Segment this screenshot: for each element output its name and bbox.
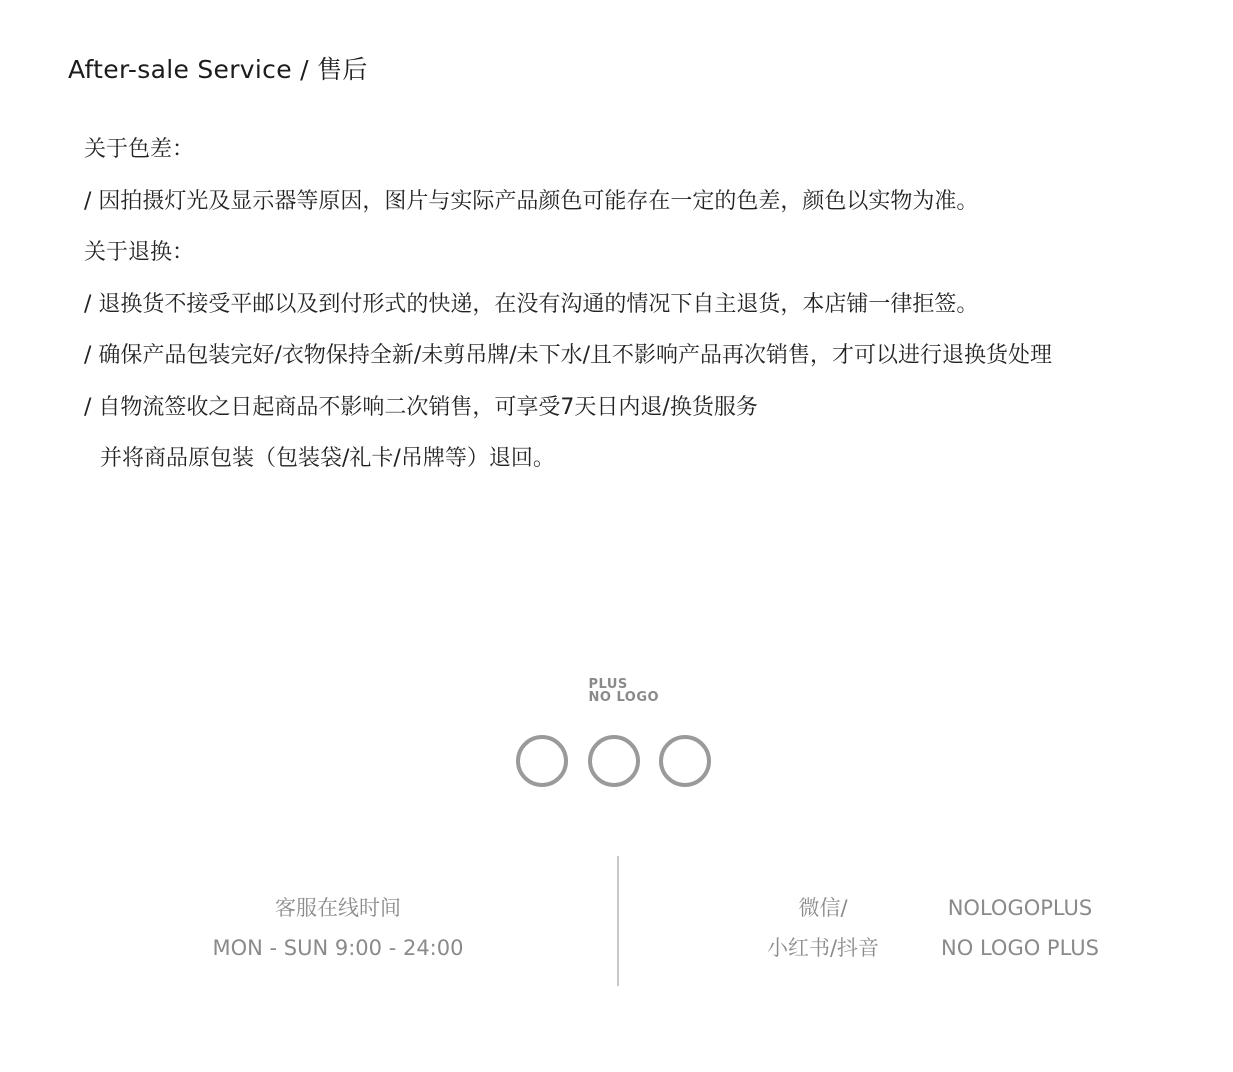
logo-line-2: NO LOGO [588, 690, 660, 705]
logo-line-1: PLUS [588, 677, 628, 692]
after-sale-content [84, 130, 1204, 491]
return-rule-1: / 退换货不接受平邮以及到付形式的快递，在没有沟通的情况下自主退货，本店铺一律拒签。 [84, 291, 979, 317]
service-hours-value: MON - SUN 9:00 - 24:00 [212, 936, 464, 960]
social-value: NO LOGO PLUS [941, 936, 1099, 960]
service-hours [188, 888, 488, 968]
service-hours-label: 客服在线时间 [275, 896, 401, 920]
footer-divider [617, 856, 619, 986]
return-rule-3-continuation: 并将商品原包装（包装袋/礼卡/吊牌等）退回。 [100, 446, 555, 471]
brand-logo [0, 678, 1233, 705]
return-rule-3: / 自物流签收之日起商品不影响二次销售，可享受7天日内退/换货服务 [84, 394, 758, 420]
page-title: After-sale Service / 售后 [68, 55, 368, 84]
return-rule-2: / 确保产品包装完好/衣物保持全新/未剪吊牌/未下水/且不影响产品再次销售，才可以进行退换货处理 [84, 343, 1053, 368]
ring-icon [588, 735, 640, 787]
ring-icon [659, 735, 711, 787]
brand-rings-icon [516, 735, 716, 787]
color-note: / 因拍摄灯光及显示器等原因，图片与实际产品颜色可能存在一定的色差，颜色以实物为准。 [84, 188, 979, 214]
contact-labels [738, 888, 908, 968]
return-heading: 关于退换： [84, 240, 195, 265]
contact-values [910, 888, 1130, 968]
ring-icon [516, 735, 568, 787]
wechat-value: NOLOGOPLUS [947, 896, 1093, 920]
color-heading: 关于色差： [84, 137, 195, 162]
social-label: 小红书/抖音 [766, 936, 880, 960]
logo-icon [567, 678, 667, 704]
wechat-label: 微信/ [798, 896, 848, 920]
